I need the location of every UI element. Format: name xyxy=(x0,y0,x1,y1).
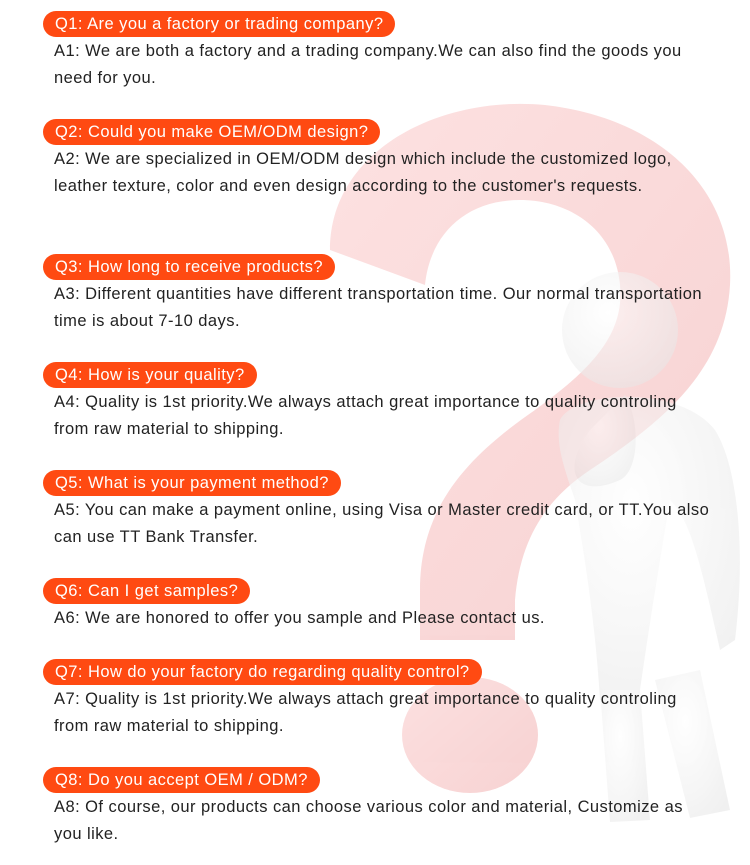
answer-text: A2: We are specialized in OEM/ODM design which include the customized logo, leather texture, color and even design according to the customer's requests. xyxy=(54,150,672,195)
answer-text: A8: Of course, our products can choose various color and material, Customize as you like. xyxy=(54,798,683,843)
answer-text: A6: We are honored to offer you sample and Please contact us. xyxy=(54,609,545,627)
question-label: Q4: How is your quality? xyxy=(43,362,257,388)
answer-text: A5: You can make a payment online, using Visa or Master credit card, or TT.You also can use TT Bank Transfer. xyxy=(54,501,710,546)
question-label: Q6: Can I get samples? xyxy=(43,578,250,604)
answer-text: A4: Quality is 1st priority.We always attach great importance to quality controling from raw material to shipping. xyxy=(54,393,677,438)
answer-text: A1: We are both a factory and a trading company.We can also find the goods you need for you. xyxy=(54,42,682,87)
question-label: Q3: How long to receive products? xyxy=(43,254,335,280)
question-label: Q5: What is your payment method? xyxy=(43,470,341,496)
answer-text: A7: Quality is 1st priority.We always attach great importance to quality controling from raw material to shipping. xyxy=(54,690,677,735)
question-label: Q2: Could you make OEM/ODM design? xyxy=(43,119,380,145)
question-label: Q7: How do your factory do regarding quality control? xyxy=(43,659,482,685)
answer-text: A3: Different quantities have different transportation time. Our normal transportation time is about 7-10 days. xyxy=(54,285,702,330)
question-label: Q1: Are you a factory or trading company? xyxy=(43,11,395,37)
question-label: Q8: Do you accept OEM / ODM? xyxy=(43,767,320,793)
